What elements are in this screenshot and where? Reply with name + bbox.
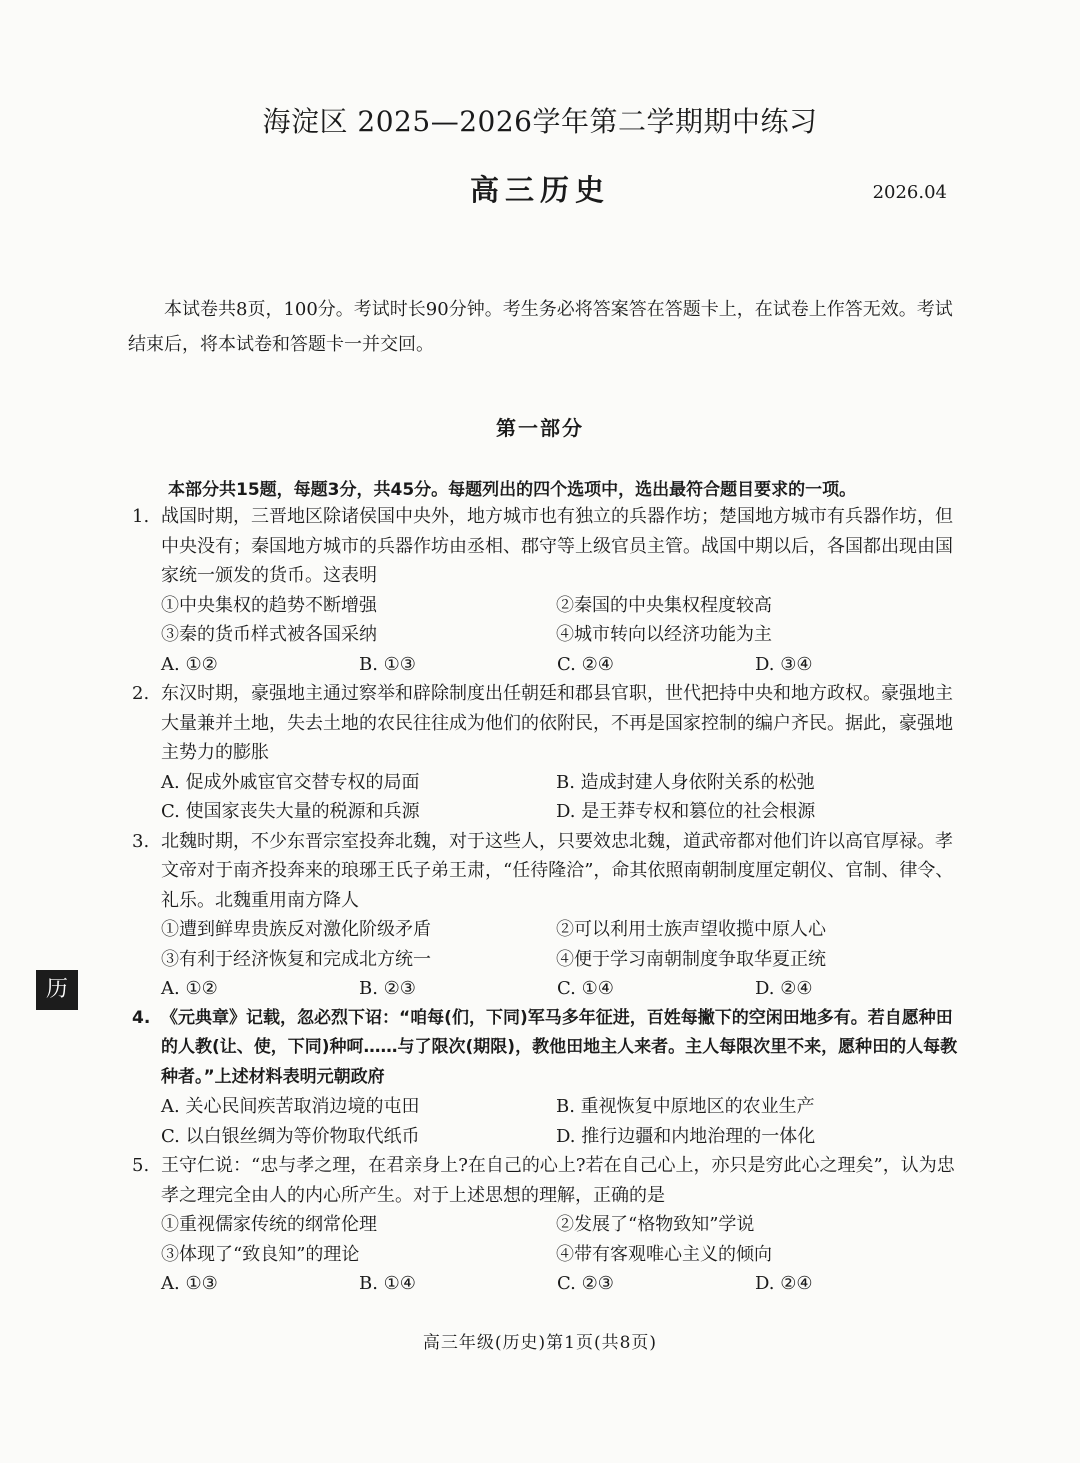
option-d: D. 是王莽专权和篡位的社会根源 <box>556 801 816 822</box>
statement: ④城市转向以经济功能为主 <box>556 624 772 645</box>
page-footer: 高三年级(历史)第1页(共8页) <box>422 1333 658 1353</box>
option-row <box>128 650 958 680</box>
statement-row <box>128 945 958 975</box>
statement-row <box>128 1210 958 1240</box>
option-a: A. ①② <box>161 653 218 675</box>
statement-row <box>128 915 958 945</box>
statement-row <box>128 1240 958 1270</box>
question-3 <box>128 827 958 1004</box>
subject-side-tab: 历 <box>36 970 78 1010</box>
question-text: 《元典章》记载，忽必烈下诏：“咱每(们，下同)军马多年征进，百姓每撇下的空闲田地多有。若自愿种田的人教(让、使，下同)种呵……与了限次(期限)，教他田地主人来者。主人每限次里不来，愿种田的人每教种者。”上述材料表明元朝政府 <box>161 1007 958 1087</box>
option-a: A. ①② <box>161 978 218 999</box>
statement: ③秦的货币样式被各国采纳 <box>161 624 377 645</box>
option-b: B. ②③ <box>359 978 416 999</box>
option-c: C. ①④ <box>557 978 614 999</box>
option-b: B. 重视恢复中原地区的农业生产 <box>556 1096 815 1117</box>
option-d: D. 推行边疆和内地治理的一体化 <box>556 1125 816 1147</box>
question-1 <box>128 502 958 679</box>
question-text: 王守仁说：“忠与孝之理，在君亲身上?在自己的心上?若在自己心上，亦只是穷此心之理矣”，认为忠孝之理完全由人的内心所产生。对于上述思想的理解，正确的是 <box>161 1155 955 1206</box>
statement-row <box>128 620 958 650</box>
option-row <box>128 1122 958 1152</box>
question-text: 东汉时期，豪强地主通过察举和辟除制度出任朝廷和郡县官职，世代把持中央和地方政权。豪强地主大量兼并土地，失去土地的农民往往成为他们的依附民，不再是国家控制的编户齐民。据此，豪强地主势力的膨胀 <box>161 683 953 763</box>
statement: ④带有客观唯心主义的倾向 <box>556 1243 772 1265</box>
option-c: C. ②③ <box>557 1273 614 1294</box>
question-stem <box>128 679 958 768</box>
question-number: 2. <box>132 683 150 704</box>
subject-title: 高三历史 <box>469 173 610 207</box>
statement: ②秦国的中央集权程度较高 <box>556 594 772 616</box>
statement-row <box>128 591 958 621</box>
statement: ③体现了“致良知”的理论 <box>161 1243 360 1265</box>
statement: ②发展了“格物致知”学说 <box>556 1214 755 1235</box>
option-row <box>128 974 958 1004</box>
option-row <box>128 797 958 827</box>
option-c: C. ②④ <box>557 653 614 675</box>
question-stem <box>128 1004 958 1093</box>
question-text: 北魏时期，不少东晋宗室投奔北魏，对于这些人，只要效忠北魏，道武帝都对他们许以高官厚禄。孝文帝对于南齐投奔来的琅琊王氏子弟王肃，“任待隆洽”，命其依照南朝制度厘定朝仪、官制、律令、礼乐。北魏重用南方降人 <box>161 830 954 911</box>
option-row <box>128 1269 958 1299</box>
option-b: B. 造成封建人身依附关系的松弛 <box>556 771 815 793</box>
option-a: A. ①③ <box>161 1273 218 1294</box>
question-text: 战国时期，三晋地区除诸侯国中央外，地方城市也有独立的兵器作坊；楚国地方城市有兵器作坊，但中央没有；秦国地方城市的兵器作坊由丞相、郡守等上级官员主管。战国中期以后，各国都出现由国家统一颁发的货币。这表明 <box>161 506 953 586</box>
question-4 <box>128 1004 958 1152</box>
exam-date: 2026.04 <box>872 182 947 203</box>
question-5 <box>128 1151 958 1299</box>
option-c: C. 以白银丝绸为等价物取代纸币 <box>161 1125 420 1147</box>
option-a: A. 促成外戚宦官交替专权的局面 <box>161 771 420 793</box>
statement: ①遭到鲜卑贵族反对激化阶级矛盾 <box>161 919 431 940</box>
question-number: 1. <box>132 506 150 527</box>
statement: ①中央集权的趋势不断增强 <box>161 594 377 616</box>
question-number: 4. <box>132 1007 151 1028</box>
statement: ②可以利用士族声望收揽中原人心 <box>556 919 826 940</box>
option-a: A. 关心民间疾苦取消边境的屯田 <box>161 1096 420 1117</box>
question-stem <box>128 827 958 916</box>
statement: ④便于学习南朝制度争取华夏正统 <box>556 948 826 970</box>
option-c: C. 使国家丧失大量的税源和兵源 <box>161 801 420 822</box>
option-d: D. ②④ <box>755 1273 813 1294</box>
part-description: 本部分共15题，每题3分，共45分。每题列出的四个选项中，选出最符合题目要求的一项。 <box>168 480 857 500</box>
exam-title: 海淀区 2025—2026学年第二学期期中练习 <box>262 105 818 138</box>
question-number: 3. <box>132 830 150 852</box>
question-stem <box>128 502 958 591</box>
part-title: 第一部分 <box>496 416 584 440</box>
option-b: B. ①④ <box>359 1273 416 1294</box>
question-2 <box>128 679 958 827</box>
option-d: D. ②④ <box>755 978 813 999</box>
question-stem <box>128 1151 958 1210</box>
statement: ③有利于经济恢复和完成北方统一 <box>161 948 431 970</box>
question-number: 5. <box>132 1155 150 1176</box>
option-d: D. ③④ <box>755 653 813 675</box>
statement: ①重视儒家传统的纲常伦理 <box>161 1214 377 1235</box>
option-row <box>128 768 958 798</box>
question-list <box>128 502 958 1299</box>
option-b: B. ①③ <box>359 653 416 675</box>
option-row <box>128 1092 958 1122</box>
exam-instructions: 本试卷共8页，100分。考试时长90分钟。考生务必将答案答在答题卡上，在试卷上作答无效。考试结束后，将本试卷和答题卡一并交回。 <box>128 299 953 355</box>
